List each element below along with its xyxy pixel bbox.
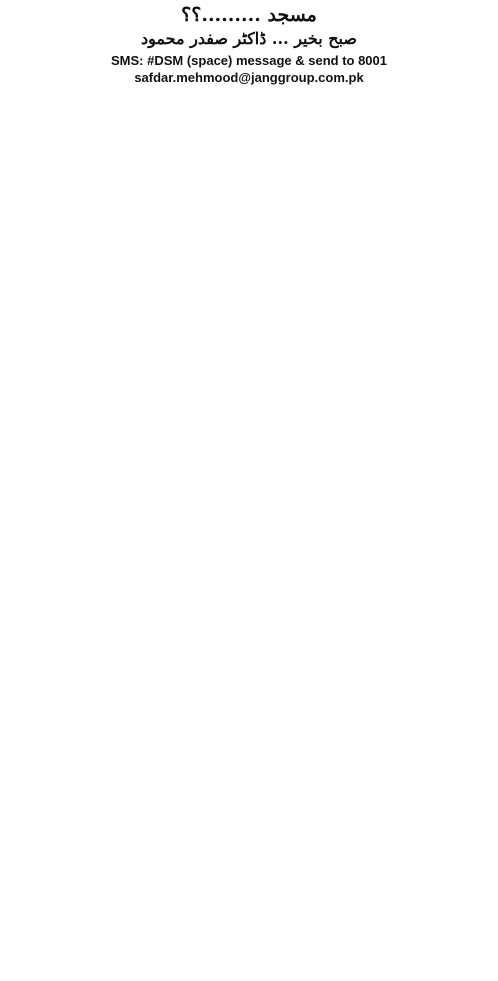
- article-column: [0, 2, 498, 981]
- article-title: مسجد .........؟؟: [181, 4, 317, 26]
- article-byline: صبح بخیر ... ڈاکٹر صفدر محمود: [141, 29, 357, 48]
- sms-instructions: SMS: #DSM (space) message & send to 8001: [111, 53, 387, 68]
- article-body: [12, 98, 486, 975]
- author-email: safdar.mehmood@janggroup.com.pk: [134, 70, 364, 85]
